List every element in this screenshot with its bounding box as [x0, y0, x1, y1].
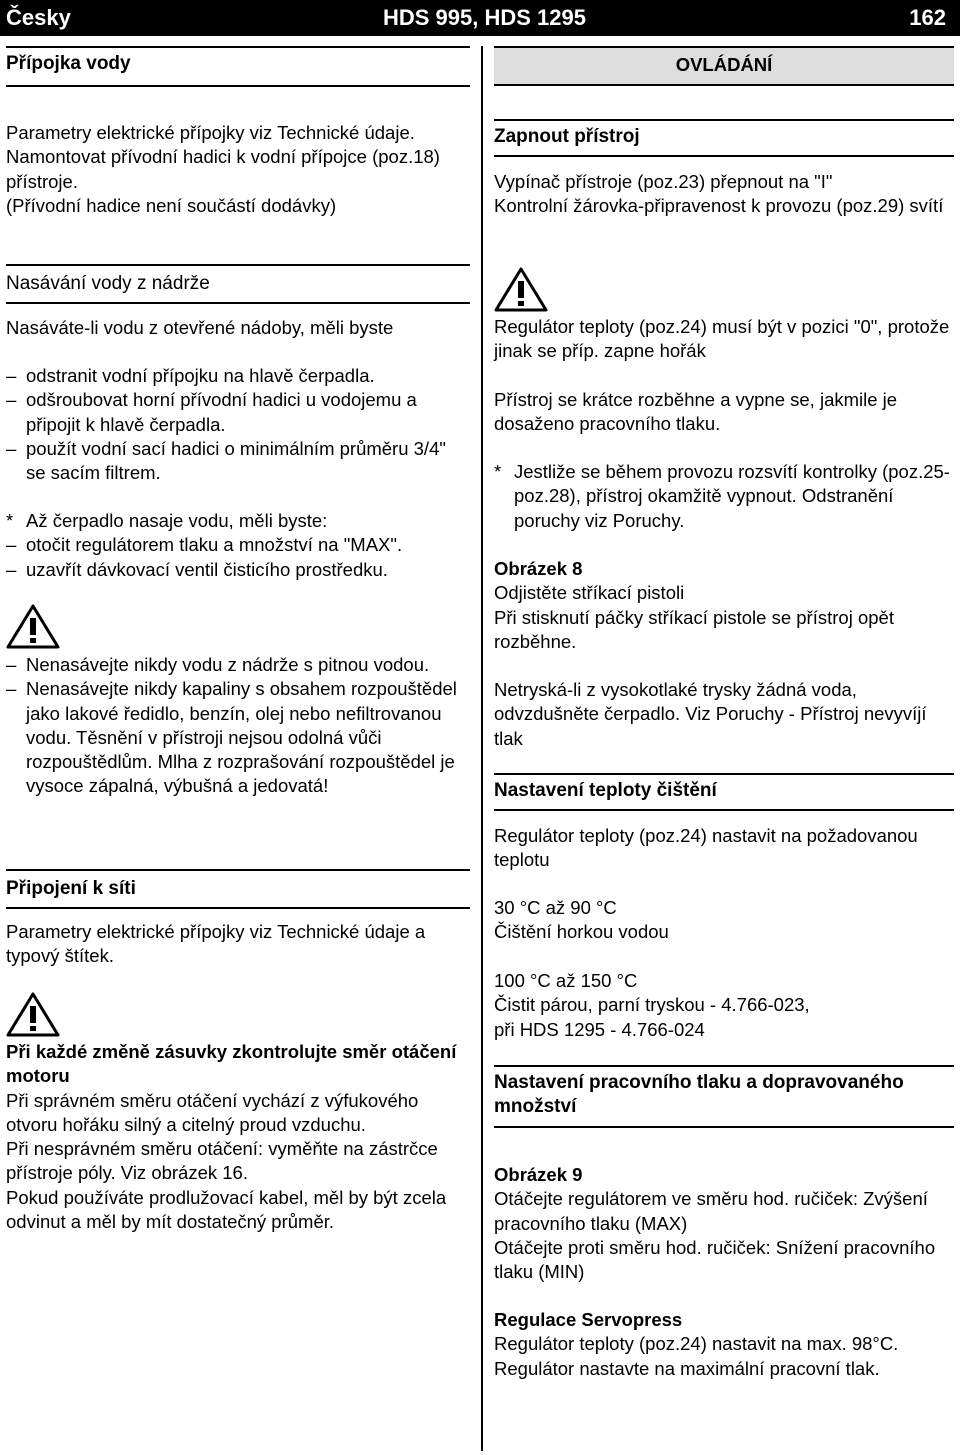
power-text: Parametry elektrické přípojky viz Technické údaje a typový štítek.	[6, 921, 426, 967]
figure-9-text: Otáčejte regulátorem ve směru hod. ručiček: Zvýšení pracovního tlaku (MAX) Otáčejte proti směru hod. ručiček: Snížení pracovního tlaku (MIN)	[494, 1188, 936, 1283]
temperature-warning: Regulátor teploty (poz.24) musí být v pozici "0", protože jinak se příp. zapne hořák	[494, 316, 950, 362]
star-note: * Jestliže se během provozu rozsvítí kontrolky (poz.25-poz.28), přístroj okamžitě vypnout. Odstranění poruchy viz Poruchy.	[494, 460, 954, 533]
range-1-desc: Čištění horkou vodou	[494, 921, 669, 943]
section-title-water-connection: Přípojka vody	[6, 46, 470, 87]
list-item: – použít vodní sací hadici o minimálním průměru 3/4" se sacím filtrem.	[6, 437, 470, 486]
figure-8-line1: Odjistěte stříkací pistoli	[494, 582, 685, 604]
figure-8-line2: Při stisknutí páčky stříkací pistole se přístroj opět rozběhne.	[494, 606, 894, 652]
warning-icon	[6, 991, 60, 1037]
section-label: OVLÁDÁNÍ	[494, 46, 954, 86]
section-title-power: Připojení k síti	[6, 869, 470, 909]
section-title-switch-on: Zapnout přístroj	[494, 119, 954, 157]
list-item: – otočit regulátorem tlaku a množství na "MAX".	[6, 533, 470, 557]
section-title-suction: Nasávání vody z nádrže	[6, 264, 470, 304]
list-item: – uzavřít dávkovací ventil čisticího prostředku.	[6, 558, 470, 582]
water-connection-text: Parametry elektrické přípojky viz Technické údaje. Namontovat přívodní hadici k vodní přípojce (poz.18) přístroje. (Přívodní hadice není součástí dodávky)	[6, 122, 440, 216]
range-1-block	[494, 896, 954, 945]
language-label: Česky	[6, 5, 71, 30]
section-title-pressure: Nastavení pracovního tlaku a dopravovaného množství	[494, 1065, 954, 1128]
warning-list	[6, 653, 470, 799]
startup-text: Přístroj se krátce rozběhne a vypne se, jakmile je dosaženo pracovního tlaku.	[494, 389, 898, 435]
motor-direction-block	[6, 1040, 470, 1234]
list-item: – Nenasávejte nikdy kapaliny s obsahem rozpouštědel jako lakové ředidlo, benzín, olej nebo nefiltrovanou vodu. Těsnění v přístroji nejsou odolná vůči rozpouštědlům. Mlha z rozprašování rozpouštědel je vysoce zápalná, výbušná a jedovatá!	[6, 677, 470, 798]
figure-8-block	[494, 557, 954, 654]
temperature-text: Regulátor teploty (poz.24) nastavit na požadovanou teplotu	[494, 825, 918, 871]
range-2-block	[494, 969, 954, 1042]
suction-star-block	[6, 509, 470, 582]
column-divider	[481, 46, 483, 1451]
extension-cable-text: Pokud používáte prodlužovací kabel, měl by být zcela odvinut a měl by mít dostatečný průměr.	[6, 1186, 447, 1233]
motor-direction-warning: Při každé změně zásuvky zkontrolujte směr otáčení motoru	[6, 1041, 457, 1087]
range-2-value: 100 °C až 150 °C	[494, 970, 638, 991]
suction-intro: Nasáváte-li vodu z otevřené nádoby, měli byste	[6, 317, 394, 338]
figure-8-title: Obrázek 8	[494, 558, 583, 579]
list-item: – odšroubovat horní přívodní hadici u vodojemu a připojit k hlavě čerpadla.	[6, 388, 470, 437]
right-column	[494, 46, 954, 1379]
page-header	[0, 0, 960, 36]
model-label: HDS 995, HDS 1295	[383, 5, 586, 30]
wrong-direction-text: Při nesprávném směru otáčení: vyměňte na zástrčce přístroje póly. Viz obrázek 16.	[6, 1138, 438, 1184]
switch-on-text: Vypínač přístroje (poz.23) přepnout na "I" Kontrolní žárovka-připravenost k provozu (poz.29) svítí	[494, 171, 944, 217]
servopress-text: Regulátor teploty (poz.24) nastavit na max. 98°C. Regulátor nastavte na maximální pracovní tlak.	[494, 1333, 899, 1379]
section-title-temperature: Nastavení teploty čištění	[494, 773, 954, 811]
figure-9-title: Obrázek 9	[494, 1164, 583, 1185]
warning-icon	[6, 603, 60, 649]
range-2-desc-2: při HDS 1295 - 4.766-024	[494, 1018, 705, 1040]
warning-icon	[494, 266, 548, 312]
correct-direction-text: Při správném směru otáčení vychází z výfukového otvoru hořáku silný a citelný proud vzduchu.	[6, 1089, 419, 1135]
star-note: * Až čerpadlo nasaje vodu, měli byste:	[6, 509, 470, 533]
servopress-title: Regulace Servopress	[494, 1309, 683, 1330]
page-number: 162	[909, 5, 946, 30]
servopress-block	[494, 1308, 954, 1381]
list-item: – odstranit vodní přípojku na hlavě čerpadla.	[6, 364, 470, 388]
suction-list	[6, 364, 470, 485]
bleed-pump-text: Netryská-li z vysokotlaké trysky žádná voda, odvzdušněte čerpadlo. Viz Poruchy - Přístroj nevyvíjí tlak	[494, 679, 927, 749]
list-item: – Nenasávejte nikdy vodu z nádrže s pitnou vodou.	[6, 653, 470, 677]
range-2-desc: Čistit párou, parní tryskou - 4.766-023,	[494, 994, 810, 1016]
figure-9-block	[494, 1163, 954, 1284]
range-1-value: 30 °C až 90 °C	[494, 897, 617, 918]
